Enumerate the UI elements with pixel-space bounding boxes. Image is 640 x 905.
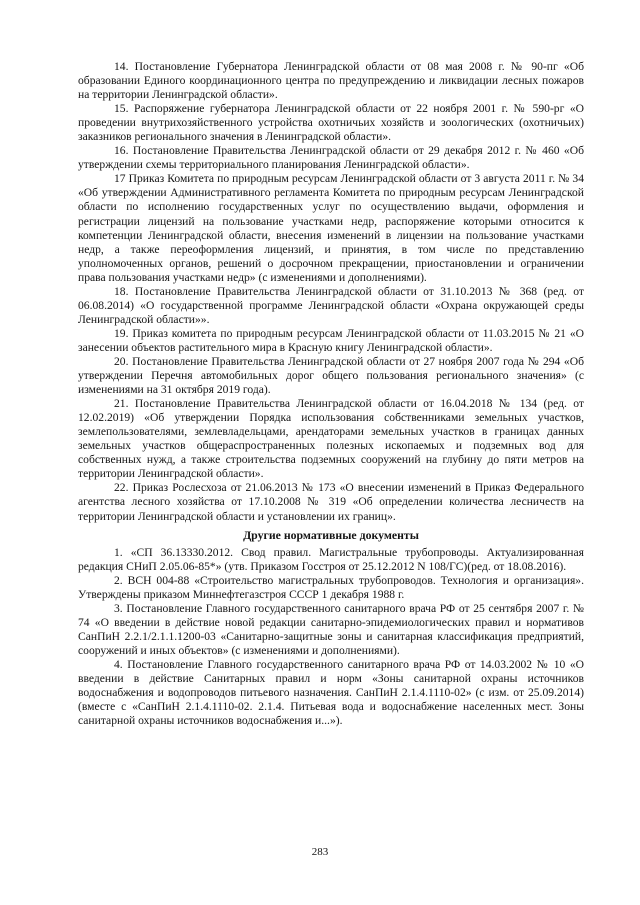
list-item: 4. Постановление Главного государственного санитарного врача РФ от 14.03.2002 № 10 «О введении в действие Санитарных правил и норм «Зоны санитарной охраны источников водоснабжения и водопроводов питьевого назначения. СанПиН 2.1.4.1110-02» (с изм. от 25.09.2014) (вместе с «СанПиН 2.1.4.1110-02. 2.1.4. Питьевая вода и водоснабжение населенных мест. Зоны санитарной охраны источников водоснабжения и...»). xyxy=(78,657,584,728)
page-number: 283 xyxy=(311,846,329,858)
list-item: 17 Приказ Комитета по природным ресурсам Ленинградской области от 3 августа 2011 г. № 34 «Об утверждении Административного регламента Комитета по природным ресурсам Ленинградской области по исполнению государственных услуг по осуществлению выдачи, оформления и регистрации лицензий на пользование участками недр, распоряжение которыми относится к компетенции Ленинградской области, внесения изменений в лицензии на пользование участками недр, а также переоформления лицензий, и принятия, в том числе по представлению уполномоченных органов, решений о досрочном прекращении, приостановлении и ограничении права пользования участками недр» (с изменениями и дополнениями). xyxy=(78,172,584,284)
document-page xyxy=(78,60,584,728)
list-item: 22. Приказ Рослесхоза от 21.06.2013 № 173 «О внесении изменений в Приказ Федерального агентства лесного хозяйства от 17.10.2008 № 319 «Об определении количества лесничеств на территории Ленинградской области и установлении их границ». xyxy=(78,481,584,523)
list-item: 2. ВСН 004-88 «Строительство магистральных трубопроводов. Технология и организация». Утверждены приказом Миннефтегазстроя СССР 1 декабря 1988 г. xyxy=(78,573,584,601)
list-item: 18. Постановление Правительства Ленинградской области от 31.10.2013 № 368 (ред. от 06.08.2014) «О государственной программе Ленинградской области «Охрана окружающей среды Ленинградской области»». xyxy=(78,284,584,326)
list-item: 15. Распоряжение губернатора Ленинградской области от 22 ноября 2001 г. № 590-рг «О проведении внутрихозяйственного устройства охотничьих хозяйств и зоологических (охотничьих) заказников регионального значения в Ленинградской области». xyxy=(78,102,584,144)
list-item: 1. «СП 36.13330.2012. Свод правил. Магистральные трубопроводы. Актуализированная редакция СНиП 2.05.06-85*» (утв. Приказом Госстроя от 25.12.2012 N 108/ГС)(ред. от 18.08.2016). xyxy=(78,545,584,573)
list-item: 19. Приказ комитета по природным ресурсам Ленинградской области от 11.03.2015 № 21 «О занесении объектов растительного мира в Красную книгу Ленинградской области». xyxy=(78,326,584,354)
list-item: 3. Постановление Главного государственного санитарного врача РФ от 25 сентября 2007 г. № 74 «О введении в действие новой редакции санитарно-эпидемиологических правил и нормативов СанПиН 2.2.1/2.1.1.1200-03 «Санитарно-защитные зоны и санитарная классификация предприятий, сооружений и иных объектов» (с изменениями и дополнениями). xyxy=(78,601,584,657)
section-heading: Другие нормативные документы xyxy=(243,527,419,542)
list-item: 16. Постановление Правительства Ленинградской области от 29 декабря 2012 г. № 460 «Об утверждении схемы территориального планирования Ленинградской области». xyxy=(78,144,584,172)
list-item: 21. Постановление Правительства Ленинградской области от 16.04.2018 № 134 (ред. от 12.02.2019) «Об утверждении Порядка использования собственниками земельных участков, землепользователями, землевладельцами, арендаторами земельных участков в границах данных земельных участков общераспространенных полезных ископаемых и подземных вод для собственных нужд, а также строительства подземных сооружений на глубину до пяти метров на территории Ленинградской области». xyxy=(78,397,584,481)
legal-acts-list xyxy=(78,60,584,524)
list-item: 14. Постановление Губернатора Ленинградской области от 08 мая 2008 г. № 90-пг «Об образовании Единого координационного центра по предупреждению и ликвидации лесных пожаров на территории Ленинградской области». xyxy=(78,60,584,102)
list-item: 20. Постановление Правительства Ленинградской области от 27 ноября 2007 года № 294 «Об утверждении Перечня автомобильных дорог общего пользования регионального значения» (с изменениями на 31 октября 2019 года). xyxy=(78,354,584,397)
other-documents-list xyxy=(78,546,584,729)
